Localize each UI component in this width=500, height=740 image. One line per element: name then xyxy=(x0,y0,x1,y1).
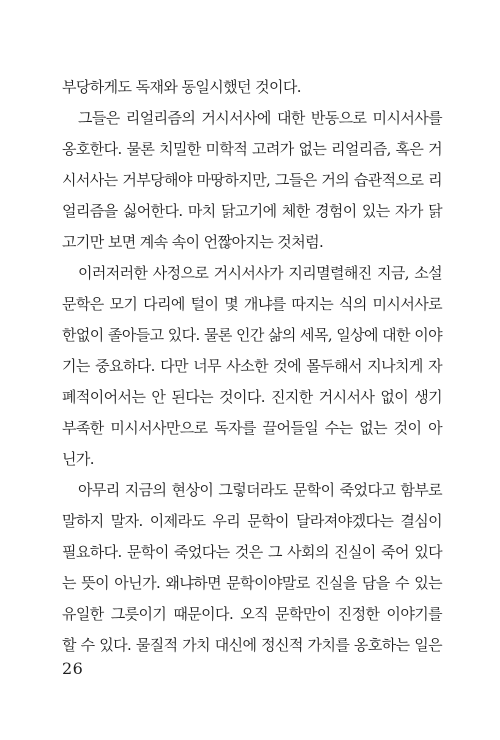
text-line: 그들은 리얼리즘의 거시서사에 대한 반동으로 미시서사를 xyxy=(78,109,442,127)
text-line: 문학은 모기 다리에 털이 몇 개냐를 따지는 식의 미시서사로 xyxy=(62,295,442,313)
text-line: 는 뜻이 아닌가. 왜냐하면 문학이야말로 진실을 담을 수 있는 xyxy=(62,574,442,592)
text-line: 옹호한다. 물론 치밀한 미학적 고려가 없는 리얼리즘, 혹은 거 xyxy=(62,140,442,158)
text-line: 필요하다. 문학이 죽었다는 것은 그 사회의 진실이 죽어 있다 xyxy=(62,543,442,561)
text-line: 폐적이어서는 안 된다는 것이다. 진지한 거시서사 없이 생기 xyxy=(62,388,442,406)
text-line: 이러저러한 사정으로 거시서사가 지리멸렬해진 지금, 소설 xyxy=(78,264,442,282)
text-line: 부당하게도 독재와 동일시했던 것이다. xyxy=(62,78,301,96)
document-body xyxy=(62,72,442,661)
text-line: 한없이 졸아들고 있다. 물론 인간 삶의 세목, 일상에 대한 이야 xyxy=(62,326,442,344)
paragraph xyxy=(62,103,442,258)
text-line: 부족한 미시서사만으로 독자를 끌어들일 수는 없는 것이 아 xyxy=(62,419,442,437)
text-line: 아무리 지금의 현상이 그렇더라도 문학이 죽었다고 함부로 xyxy=(78,481,442,499)
text-line: 유일한 그릇이기 때문이다. 오직 문학만이 진정한 이야기를 xyxy=(62,605,442,623)
text-line: 닌가. xyxy=(62,450,94,468)
text-line: 기는 중요하다. 다만 너무 사소한 것에 몰두해서 지나치게 자 xyxy=(62,357,442,375)
text-line: 얼리즘을 싫어한다. 마치 닭고기에 체한 경험이 있는 자가 닭 xyxy=(62,202,442,220)
paragraph xyxy=(62,475,442,661)
text-line: 말하지 말자. 이제라도 우리 문학이 달라져야겠다는 결심이 xyxy=(62,512,442,530)
paragraph xyxy=(62,72,442,103)
text-line: 할 수 있다. 물질적 가치 대신에 정신적 가치를 옹호하는 일은 xyxy=(62,636,442,654)
text-line: 고기만 보면 계속 속이 언짢아지는 것처럼. xyxy=(62,233,324,251)
paragraph xyxy=(62,258,442,475)
text-line: 시서사는 거부당해야 마땅하지만, 그들은 거의 습관적으로 리 xyxy=(62,171,442,189)
page-number: 26 xyxy=(62,659,84,678)
